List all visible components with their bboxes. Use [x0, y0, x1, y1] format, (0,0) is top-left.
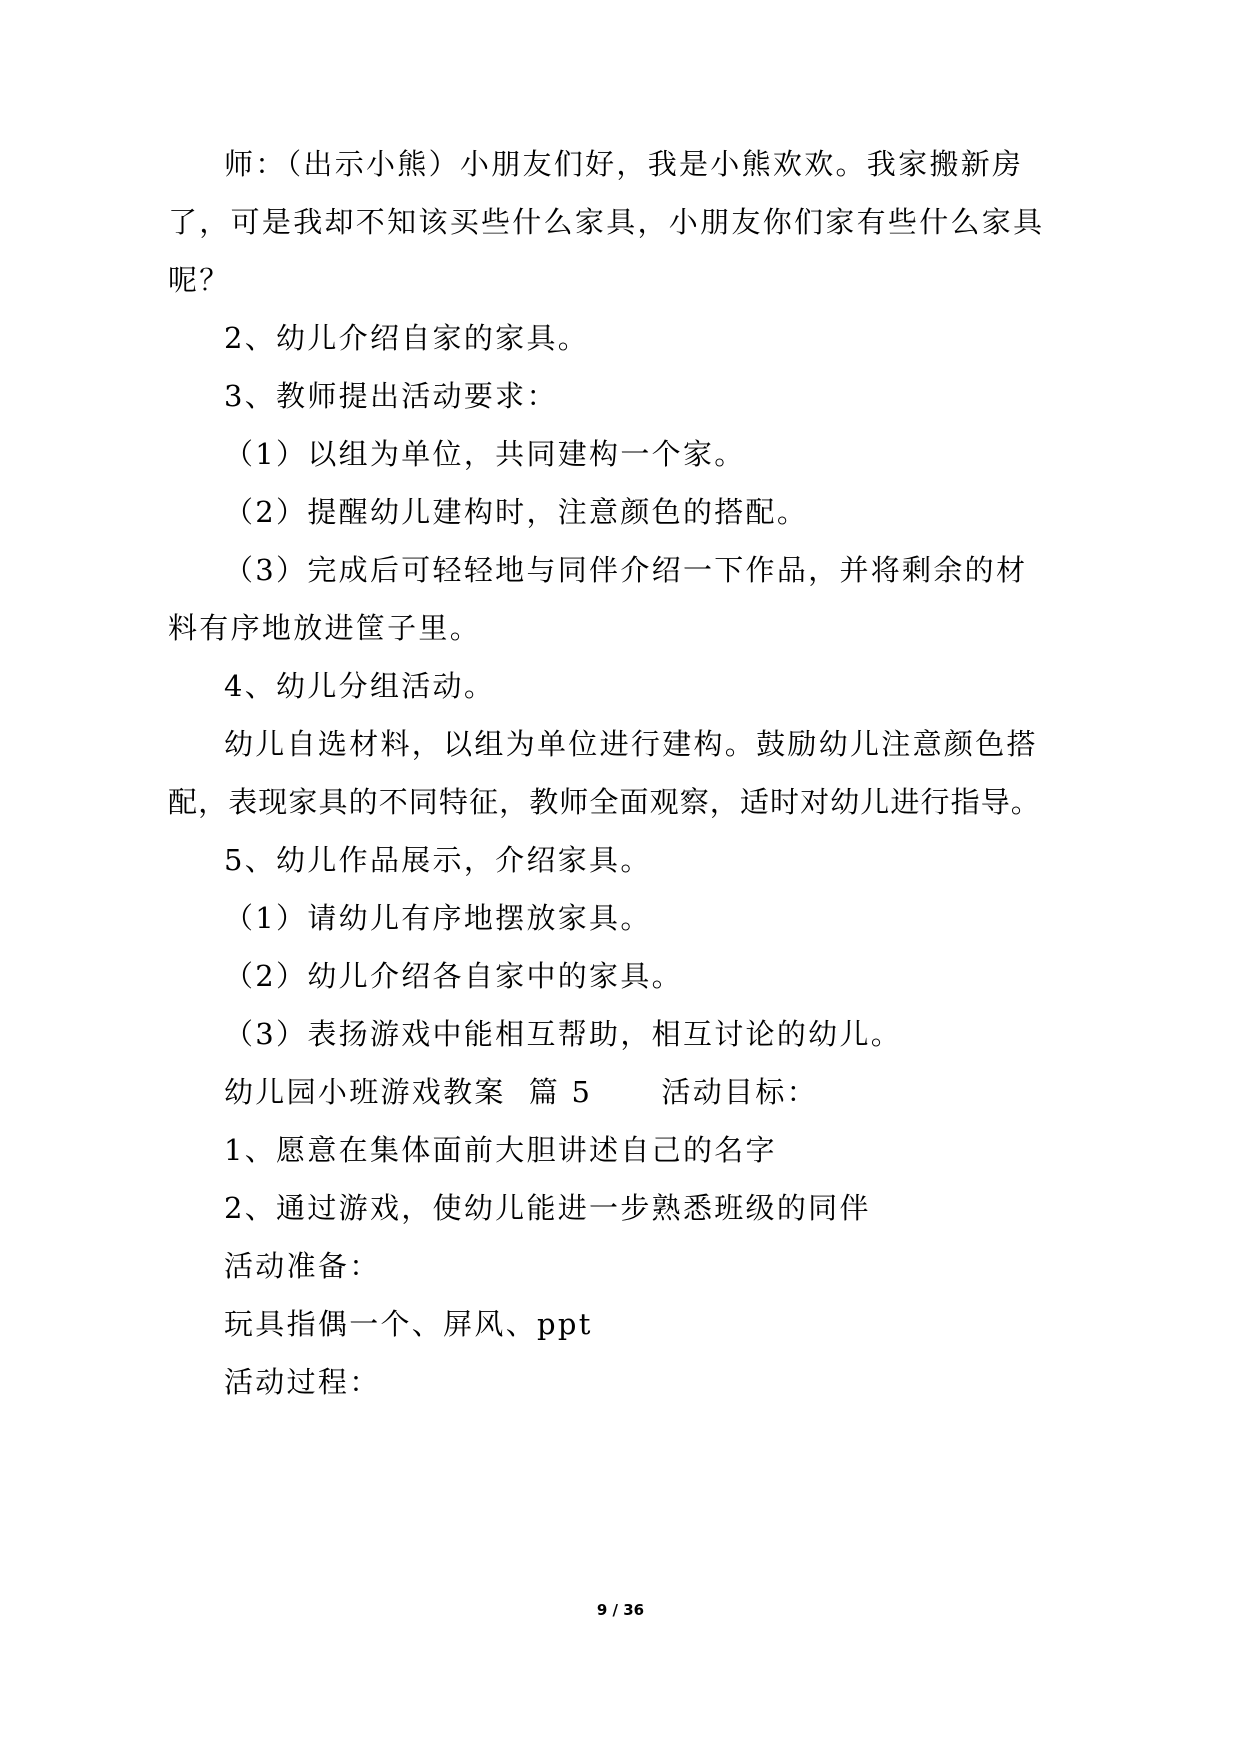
paragraph-line: 配，表现家具的不同特征，教师全面观察，适时对幼儿进行指导。 — [168, 785, 1041, 819]
list-item: （2）提醒幼儿建构时，注意颜色的搭配。 — [224, 495, 809, 529]
list-item: （1）请幼儿有序地摆放家具。 — [224, 901, 652, 935]
list-item: 2、幼儿介绍自家的家具。 — [224, 321, 590, 355]
page-number: 9 / 36 — [596, 1601, 645, 1619]
paragraph-line: 活动过程： — [224, 1365, 381, 1399]
paragraph-line: 料有序地放进筐子里。 — [168, 611, 482, 645]
list-item: （3）完成后可轻轻地与同伴介绍一下作品，并将剩余的材 — [224, 553, 1028, 587]
list-item: （2）幼儿介绍各自家中的家具。 — [224, 959, 683, 993]
paragraph-line: 了，可是我却不知该买些什么家具，小朋友你们家有些什么家具 — [168, 205, 1045, 239]
list-item: 2、通过游戏，使幼儿能进一步熟悉班级的同伴 — [224, 1191, 871, 1225]
list-item: （3）表扬游戏中能相互帮助，相互讨论的幼儿。 — [224, 1017, 903, 1051]
list-item: 3、教师提出活动要求： — [224, 379, 558, 413]
list-item: 4、幼儿分组活动。 — [224, 669, 496, 703]
paragraph-line: 师：（出示小熊）小朋友们好，我是小熊欢欢。我家搬新房 — [224, 147, 1024, 181]
paragraph-line: 活动准备： — [224, 1249, 381, 1283]
list-item: （1）以组为单位，共同建构一个家。 — [224, 437, 746, 471]
section-heading: 幼儿园小班游戏教案 篇 5 活动目标： — [224, 1075, 818, 1109]
paragraph-line: 幼儿自选材料，以组为单位进行建构。鼓励幼儿注意颜色搭 — [224, 727, 1038, 761]
paragraph-line: 玩具指偶一个、屏风、ppt — [224, 1307, 593, 1341]
paragraph-line: 呢？ — [168, 263, 231, 297]
list-item: 1、愿意在集体面前大胆讲述自己的名字 — [224, 1133, 777, 1167]
list-item: 5、幼儿作品展示，介绍家具。 — [224, 843, 652, 877]
